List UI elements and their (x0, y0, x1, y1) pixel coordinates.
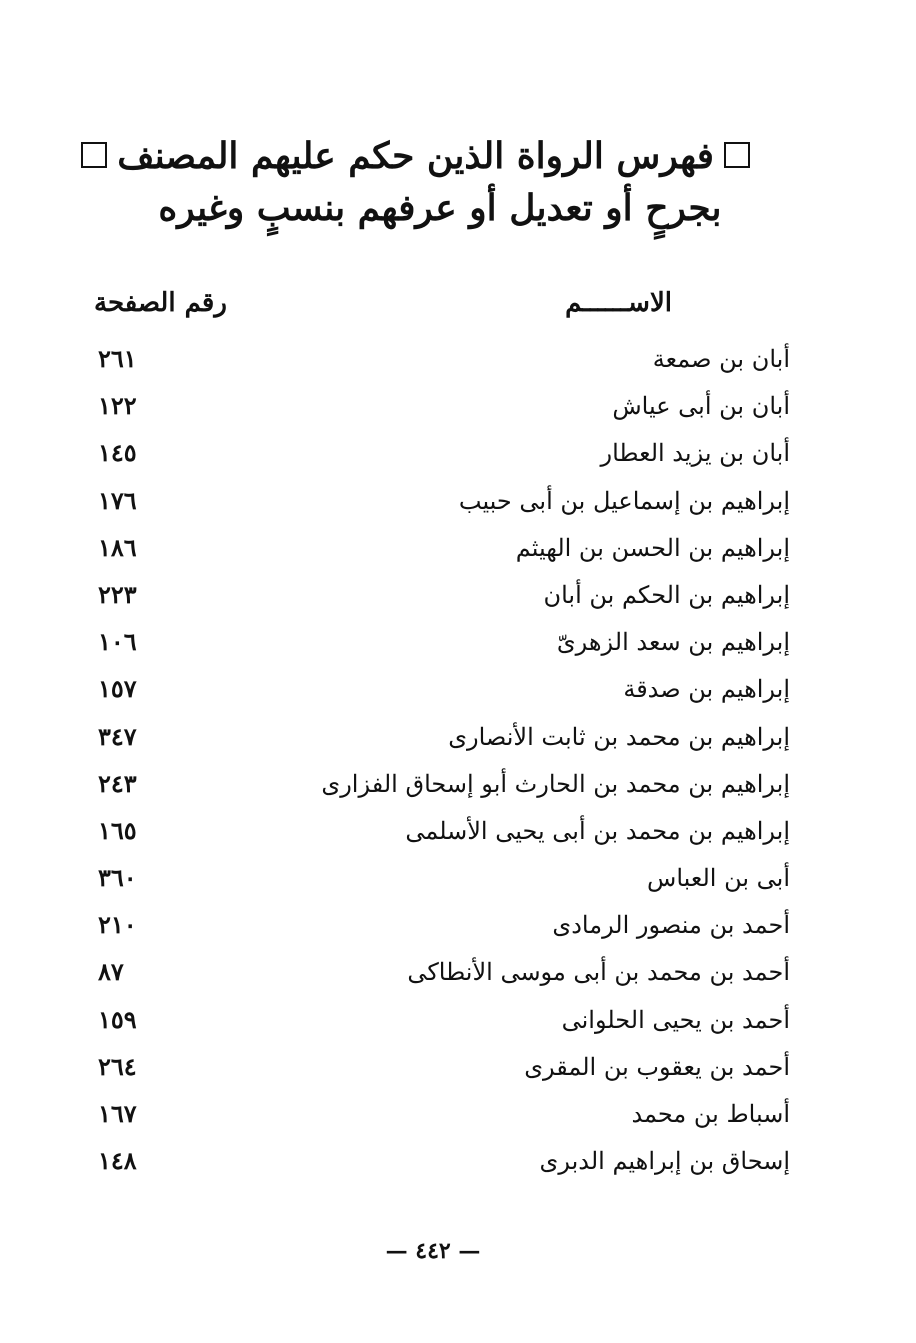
index-entry (90, 857, 790, 904)
narrator-name: أحمد بن منصور الرمادى (552, 911, 790, 940)
narrator-name: أبان بن صمعة (652, 345, 790, 373)
page-number: ٣٦٠ (98, 863, 137, 893)
narrator-name: إبراهيم بن محمد بن الحارث أبو إسحاق الفزارى (321, 769, 790, 798)
index-title-line-2: بجرحٍ أو تعديل أو عرفهم بنسبٍ وغيره (158, 187, 722, 229)
page-number: ٢٦٤ (98, 1051, 137, 1081)
index-entry (90, 810, 790, 857)
narrator-name: إبراهيم بن الحسن بن الهيثم (515, 533, 790, 562)
page-number: ٢٤٣ (98, 768, 137, 798)
index-entry (90, 432, 790, 479)
page-number: ٢٦١ (98, 344, 137, 373)
index-entry (90, 480, 790, 527)
narrator-name: إسحاق بن إبراهيم الدبرى (539, 1147, 790, 1176)
index-entry (90, 527, 790, 574)
index-entry (90, 1093, 790, 1140)
index-title-line-1 (117, 132, 760, 180)
page-number: ١٠٦ (98, 627, 137, 657)
page-number: ٢٢٣ (98, 579, 137, 609)
page-number: ٣٤٧ (98, 721, 137, 751)
narrator-name: أسباط بن محمد (631, 1100, 790, 1128)
narrator-name: إبراهيم بن محمد بن ثابت الأنصارى (448, 722, 790, 751)
page-number: ٨٧ (98, 957, 124, 987)
page-number: ١٢٢ (98, 391, 137, 421)
page-number: ١٥٧ (98, 674, 137, 704)
index-entry (90, 1046, 790, 1093)
page-footer-number: — ٤٤٢ — (385, 1238, 481, 1264)
index-entry (90, 716, 790, 763)
page-number: ١٤٨ (98, 1146, 137, 1176)
narrator-name: إبراهيم بن إسماعيل بن أبى حبيب (458, 486, 790, 515)
page-number: ٢١٠ (98, 910, 137, 940)
index-entry (90, 904, 790, 951)
narrator-name: إبراهيم بن محمد بن أبى يحيى الأسلمى (405, 816, 790, 845)
narrator-name: أحمد بن يحيى الحلوانى (561, 1005, 790, 1034)
name-column-header: الاســــــم (565, 288, 672, 318)
page-column-header: رقم الصفحة (94, 288, 227, 318)
narrator-name: أحمد بن يعقوب بن المقرى (524, 1052, 790, 1081)
index-entry (90, 338, 790, 385)
narrator-name: أبان بن يزيد العطار (600, 439, 790, 468)
index-entry (90, 999, 790, 1046)
index-entry (90, 951, 790, 998)
narrators-index-list (90, 338, 790, 1187)
narrator-name: أحمد بن محمد بن أبى موسى الأنطاكى (407, 958, 790, 987)
page-number: ١٧٦ (98, 485, 137, 515)
narrator-name: إبراهيم بن سعد الزهرىّ (556, 628, 790, 657)
page-number: ١٨٦ (98, 532, 137, 562)
index-title-text-1: فهرس الرواة الذين حكم عليهم المصنف (117, 135, 714, 177)
narrator-name: إبراهيم بن صدقة (623, 675, 790, 704)
index-entry (90, 621, 790, 668)
narrator-name: أبى بن العباس (647, 864, 790, 893)
page-number: ١٥٩ (98, 1004, 137, 1034)
square-ornament-icon (724, 142, 750, 168)
square-ornament-icon (81, 142, 107, 168)
index-entry (90, 574, 790, 621)
page-number: ١٤٥ (98, 438, 137, 468)
narrator-name: إبراهيم بن الحكم بن أبان (543, 580, 790, 609)
index-entry (90, 763, 790, 810)
index-entry (90, 1140, 790, 1187)
page-number: ١٦٥ (98, 815, 137, 845)
page-number: ١٦٧ (98, 1099, 137, 1128)
narrator-name: أبان بن أبى عياش (612, 392, 790, 421)
index-entry (90, 668, 790, 715)
index-entry (90, 385, 790, 432)
